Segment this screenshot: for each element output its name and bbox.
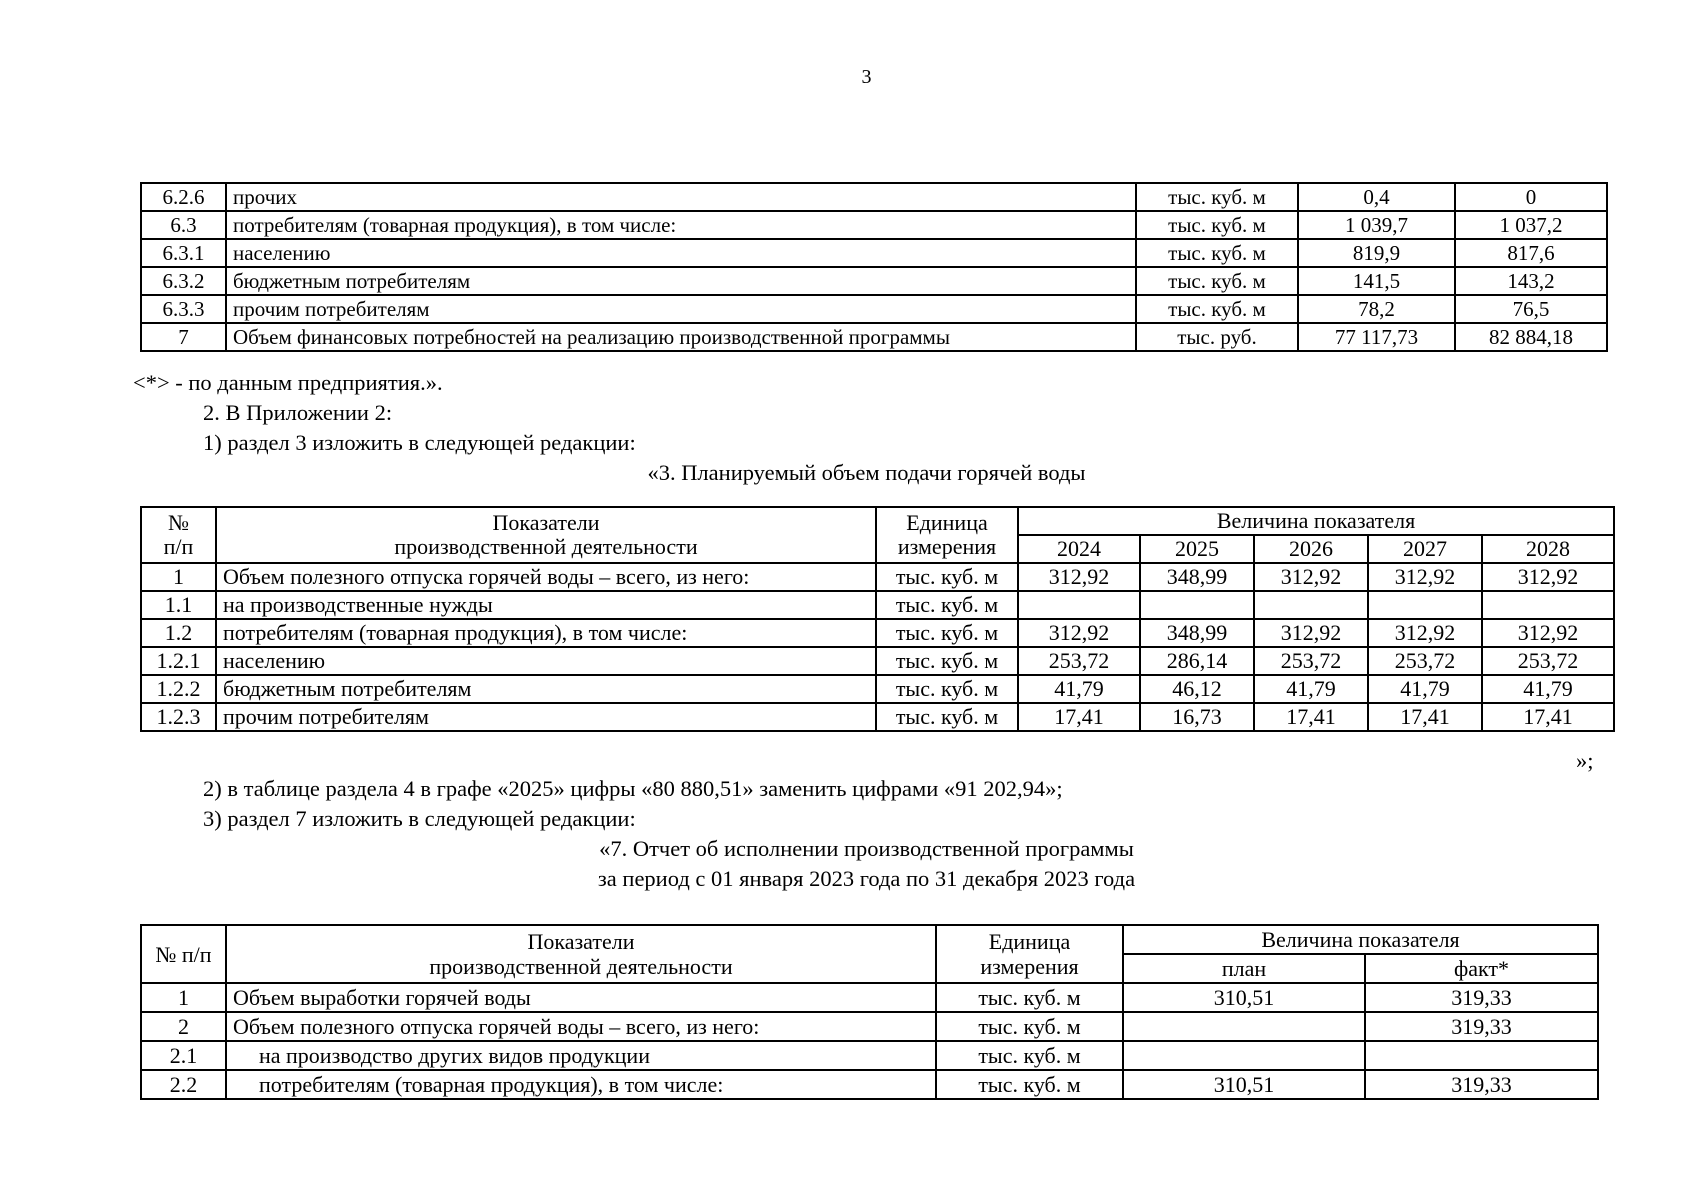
unit-cell: тыс. куб. м [1136,239,1298,267]
header-year: 2024 [1018,535,1140,563]
hot-water-supply-table [140,506,1615,732]
value-cell: 1 037,2 [1455,211,1607,239]
value-cell: 0 [1455,183,1607,211]
value-cell [1140,591,1254,619]
indicator-name: потребителям (товарная продукция), в том числе: [226,1070,936,1099]
value-cell: 312,92 [1254,563,1368,591]
value-cell: 17,41 [1368,703,1482,731]
row-number: 6.3 [141,211,226,239]
value-cell: 312,92 [1482,619,1614,647]
value-cell: 41,79 [1254,675,1368,703]
header-unit [876,507,1018,563]
value-cell [1482,591,1614,619]
value-cell [1368,591,1482,619]
header-indicators-line1: Показатели [527,929,635,954]
table-row [141,295,1607,323]
value-cell [1254,591,1368,619]
header-year: 2028 [1482,535,1614,563]
indicator-name: населению [226,239,1136,267]
value-cell: 78,2 [1298,295,1455,323]
indicator-name: на производство других видов продукции [226,1041,936,1070]
unit-cell: тыс. куб. м [1136,295,1298,323]
header-row [141,507,1614,535]
header-fact: факт* [1365,954,1598,983]
header-year: 2026 [1254,535,1368,563]
indicator-name: прочим потребителям [216,703,876,731]
value-cell: 143,2 [1455,267,1607,295]
header-number [141,507,216,563]
unit-cell: тыс. куб. м [936,983,1123,1012]
value-cell: 1 039,7 [1298,211,1455,239]
plan-cell: 310,51 [1123,1070,1365,1099]
value-cell: 46,12 [1140,675,1254,703]
table-row [141,267,1607,295]
header-indicators-line2: производственной деятельности [429,954,733,979]
row-number: 1.2.3 [141,703,216,731]
row-number: 2 [141,1012,226,1041]
table-row [141,211,1607,239]
value-cell: 312,92 [1254,619,1368,647]
value-cell: 41,79 [1482,675,1614,703]
header-unit-line1: Единица [906,510,988,535]
header-unit-line2: измерения [980,954,1079,979]
row-number: 1.2.2 [141,675,216,703]
unit-cell: тыс. куб. м [876,591,1018,619]
program-execution-table [140,924,1599,1100]
paragraph-section3: 1) раздел 3 изложить в следующей редакции: [203,430,636,455]
value-cell: 253,72 [1254,647,1368,675]
row-number: 1.2 [141,619,216,647]
section7-title-line1: «7. Отчет об исполнении производственной программы [599,836,1134,861]
unit-cell: тыс. куб. м [936,1070,1123,1099]
header-unit-line1: Единица [988,929,1071,954]
table-row [141,675,1614,703]
value-cell: 17,41 [1254,703,1368,731]
header-number: № п/п [141,925,226,983]
section7-title-line2: за период с 01 января 2023 года по 31 декабря 2023 года [597,866,1136,891]
unit-cell: тыс. куб. м [1136,267,1298,295]
row-number: 2.1 [141,1041,226,1070]
unit-cell: тыс. куб. м [876,703,1018,731]
value-cell: 817,6 [1455,239,1607,267]
unit-cell: тыс. куб. м [876,563,1018,591]
table-row [141,1012,1598,1041]
indicator-name: прочих [226,183,1136,211]
value-cell: 819,9 [1298,239,1455,267]
unit-cell: тыс. куб. м [1136,211,1298,239]
plan-cell [1123,1041,1365,1070]
value-cell: 312,92 [1018,563,1140,591]
indicator-name: бюджетным потребителям [226,267,1136,295]
row-number: 1 [141,563,216,591]
paragraph-appendix: 2. В Приложении 2: [203,400,393,425]
value-cell: 77 117,73 [1298,323,1455,351]
indicator-name: потребителям (товарная продукция), в том числе: [216,619,876,647]
header-unit [936,925,1123,983]
header-indicators [226,925,936,983]
unit-cell: тыс. куб. м [876,675,1018,703]
section3-title: «3. Планируемый объем подачи горячей воды [647,460,1086,485]
paragraph-table4: 2) в таблице раздела 4 в графе «2025» цифры «80 880,51» заменить цифрами «91 202,94»; [203,776,1063,801]
value-cell: 16,73 [1140,703,1254,731]
value-cell: 312,92 [1368,619,1482,647]
row-number: 7 [141,323,226,351]
indicator-name: Объем финансовых потребностей на реализацию производственной программы [226,323,1136,351]
value-cell: 41,79 [1368,675,1482,703]
header-row [141,925,1598,954]
indicator-name: прочим потребителям [226,295,1136,323]
header-unit-line2: измерения [897,534,997,559]
plan-cell: 310,51 [1123,983,1365,1012]
header-indicators-line2: производственной деятельности [394,534,698,559]
header-value: Величина показателя [1018,507,1614,535]
unit-cell: тыс. куб. м [876,647,1018,675]
header-year: 2027 [1368,535,1482,563]
closing-quote: »; [1576,748,1594,773]
unit-cell: тыс. куб. м [1136,183,1298,211]
unit-cell: тыс. куб. м [876,619,1018,647]
table-row [141,647,1614,675]
value-cell [1018,591,1140,619]
table-row [141,983,1598,1012]
value-cell: 17,41 [1482,703,1614,731]
plan-cell [1123,1012,1365,1041]
table-row [141,323,1607,351]
value-cell: 253,72 [1018,647,1140,675]
production-table-continued [140,182,1608,352]
paragraph-section7: 3) раздел 7 изложить в следующей редакции: [203,806,636,831]
value-cell: 312,92 [1482,563,1614,591]
indicator-name: Объем выработки горячей воды [226,983,936,1012]
footnote: <*> - по данным предприятия.». [133,370,443,395]
row-number: 6.3.2 [141,267,226,295]
indicator-name: на производственные нужды [216,591,876,619]
value-cell: 312,92 [1368,563,1482,591]
table-row [141,703,1614,731]
unit-cell: тыс. куб. м [936,1012,1123,1041]
table-row [141,1041,1598,1070]
unit-cell: тыс. руб. [1136,323,1298,351]
value-cell: 76,5 [1455,295,1607,323]
table-row [141,563,1614,591]
fact-cell: 319,33 [1365,1012,1598,1041]
indicator-name: бюджетным потребителям [216,675,876,703]
row-number: 6.3.1 [141,239,226,267]
row-number: 1.1 [141,591,216,619]
fact-cell [1365,1041,1598,1070]
table-row [141,239,1607,267]
row-number: 2.2 [141,1070,226,1099]
row-number: 1 [141,983,226,1012]
row-number: 6.2.6 [141,183,226,211]
indicator-name: населению [216,647,876,675]
header-value: Величина показателя [1123,925,1598,954]
row-number: 1.2.1 [141,647,216,675]
table-row [141,1070,1598,1099]
value-cell: 312,92 [1018,619,1140,647]
indicator-name: Объем полезного отпуска горячей воды – всего, из него: [226,1012,936,1041]
value-cell: 82 884,18 [1455,323,1607,351]
value-cell: 41,79 [1018,675,1140,703]
unit-cell: тыс. куб. м [936,1041,1123,1070]
value-cell: 348,99 [1140,619,1254,647]
row-number: 6.3.3 [141,295,226,323]
header-indicators-line1: Показатели [492,510,600,535]
value-cell: 286,14 [1140,647,1254,675]
value-cell: 348,99 [1140,563,1254,591]
page-number: 3 [861,66,872,88]
header-plan: план [1123,954,1365,983]
value-cell: 253,72 [1368,647,1482,675]
header-year: 2025 [1140,535,1254,563]
table-row [141,183,1607,211]
indicator-name: Объем полезного отпуска горячей воды – всего, из него: [216,563,876,591]
value-cell: 253,72 [1482,647,1614,675]
header-number-line2: п/п [163,534,194,559]
fact-cell: 319,33 [1365,983,1598,1012]
fact-cell: 319,33 [1365,1070,1598,1099]
table-row [141,591,1614,619]
value-cell: 141,5 [1298,267,1455,295]
header-indicators [216,507,876,563]
table-row [141,619,1614,647]
value-cell: 17,41 [1018,703,1140,731]
header-number-line1: № [168,510,189,535]
value-cell: 0,4 [1298,183,1455,211]
indicator-name: потребителям (товарная продукция), в том числе: [226,211,1136,239]
